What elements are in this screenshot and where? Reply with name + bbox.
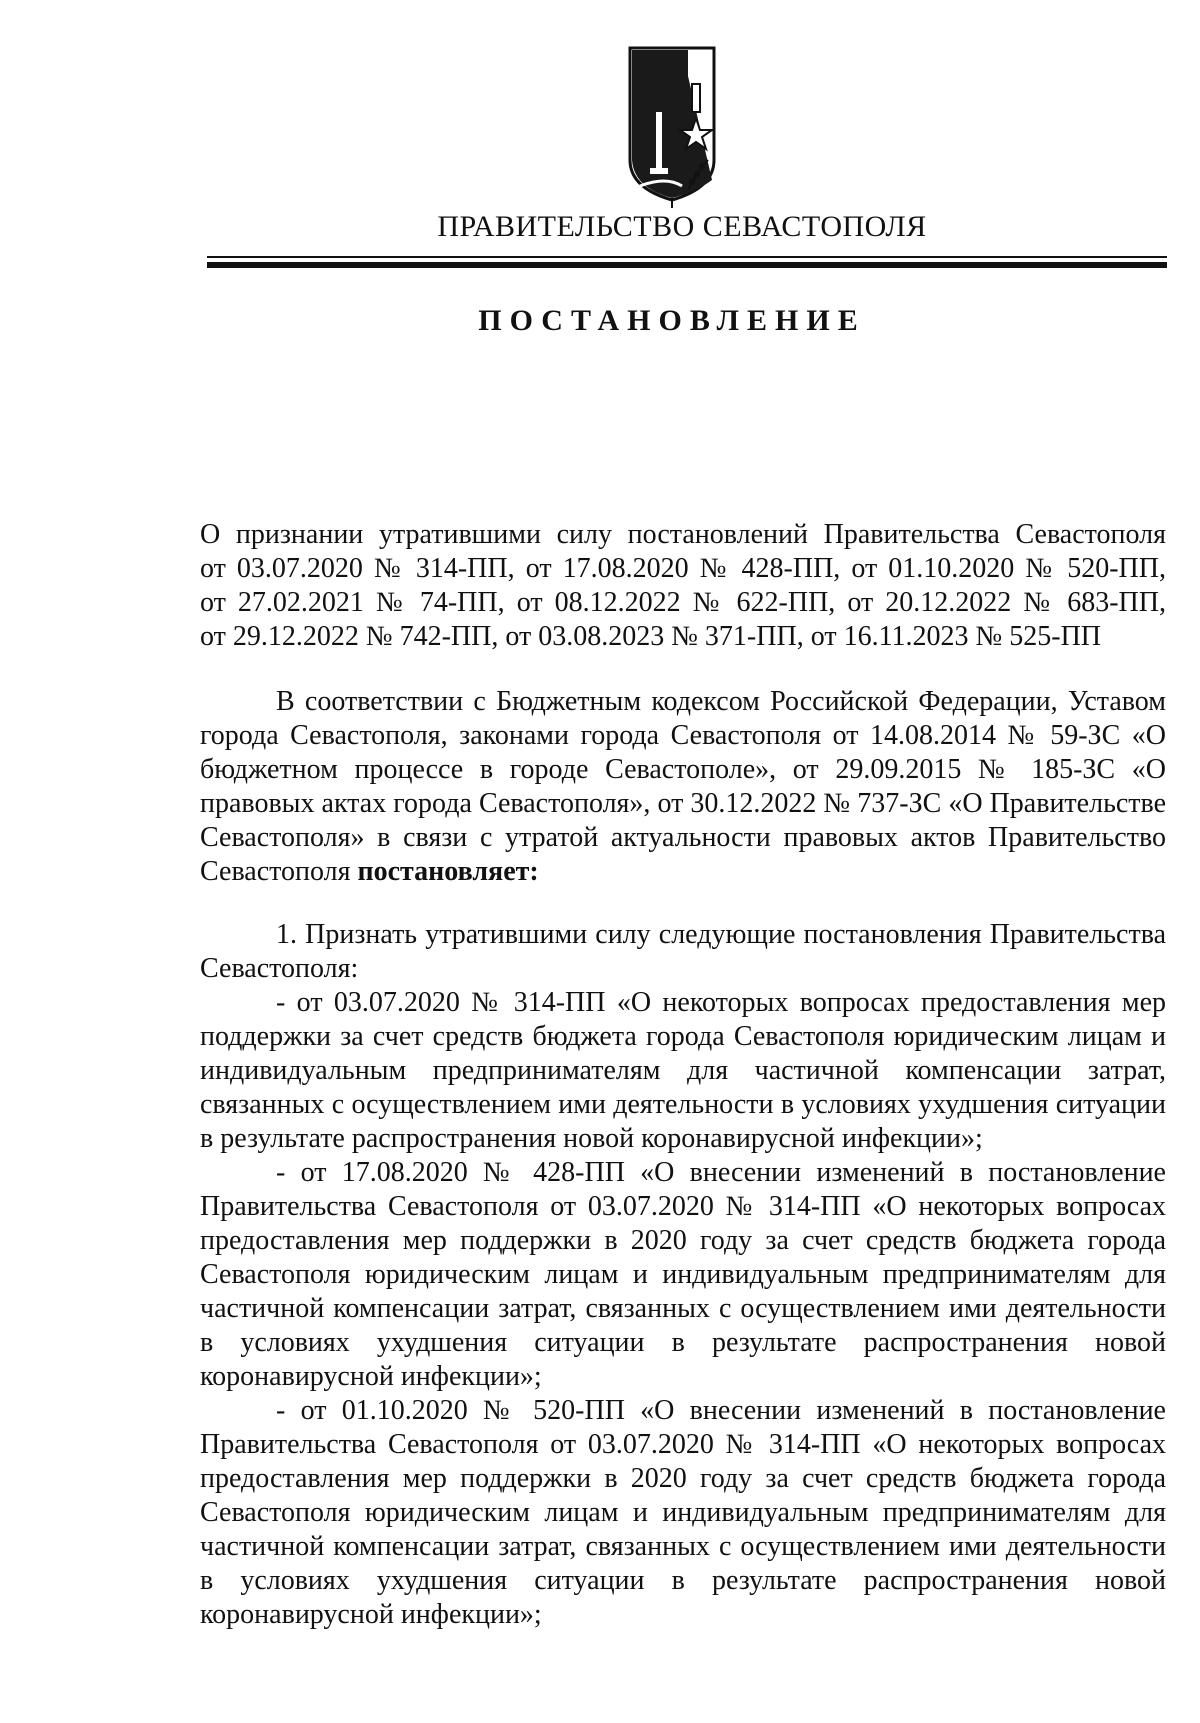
header-divider-thin (207, 256, 1167, 258)
decree-points (200, 918, 1166, 1632)
document-type-heading: ПОСТАНОВЛЕНИЕ (478, 304, 866, 337)
document-subject (200, 518, 1166, 654)
subject-line: от 27.02.2021 № 74-ПП, от 08.12.2022 № 622-ПП, от 20.12.2022 № 683-ПП, (200, 587, 1166, 618)
sevastopol-coat-of-arms-icon (626, 40, 718, 208)
subject-line: от 03.07.2020 № 314-ПП, от 17.08.2020 № 428-ПП, от 01.10.2020 № 520-ПП, (200, 553, 1166, 584)
point-1-intro: 1. Признать утратившими силу следующие постановления Правительства Севастополя: (200, 919, 1166, 984)
preamble (200, 685, 1166, 889)
preamble-paragraph (200, 685, 1166, 889)
decree-word: постановляет: (357, 856, 539, 887)
header-divider-thick (207, 262, 1167, 268)
government-title: ПРАВИТЕЛЬСТВО СЕВАСТОПОЛЯ (437, 210, 927, 243)
repealed-item: - от 01.10.2020 № 520-ПП «О внесении изменений в постановление Правительства Севастополя от 03.07.2020 № 314-ПП «О некоторых вопросах предоставления мер поддержки в 2020 году за счет средств бюджета города Севастополя юридическим лицам и индивидуальным предпринимателям для частичной компенсации затрат, связанных с осуществлением ими деятельности в условиях ухудшения ситуации в результате распространения новой коронавирусной инфекции»; (200, 1395, 1166, 1630)
repealed-item: - от 17.08.2020 № 428-ПП «О внесении изменений в постановление Правительства Севастополя от 03.07.2020 № 314-ПП «О некоторых вопросах предоставления мер поддержки в 2020 году за счет средств бюджета города Севастополя юридическим лицам и индивидуальным предпринимателям для частичной компенсации затрат, связанных с осуществлением ими деятельности в условиях ухудшения ситуации в результате распространения новой коронавирусной инфекции»; (200, 1157, 1166, 1392)
subject-line: О признании утратившими силу постановлений Правительства Севастополя (200, 519, 1166, 550)
repealed-item: - от 03.07.2020 № 314-ПП «О некоторых вопросах предоставления мер поддержки за счет средств бюджета города Севастополя юридическим лицам и индивидуальным предпринимателям для частичной компенсации затрат, связанных с осуществлением ими деятельности в условиях ухудшения ситуации в результате распространения новой коронавирусной инфекции»; (200, 987, 1166, 1154)
subject-line: от 29.12.2022 № 742-ПП, от 03.08.2023 № 371-ПП, от 16.11.2023 № 525-ПП (200, 621, 1102, 652)
preamble-text: В соответствии с Бюджетным кодексом Российской Федерации, Уставом города Севастополя, законами города Севастополя от 14.08.2014 № 59-ЗС «О бюджетном процессе в городе Севастополе», от 29.09.2015 № 185-ЗС «О правовых актах города Севастополя», от 30.12.2022 № 737-ЗС «О Правительстве Севастополя» в связи с утратой актуальности правовых актов Правительство Севастополя (200, 686, 1166, 887)
